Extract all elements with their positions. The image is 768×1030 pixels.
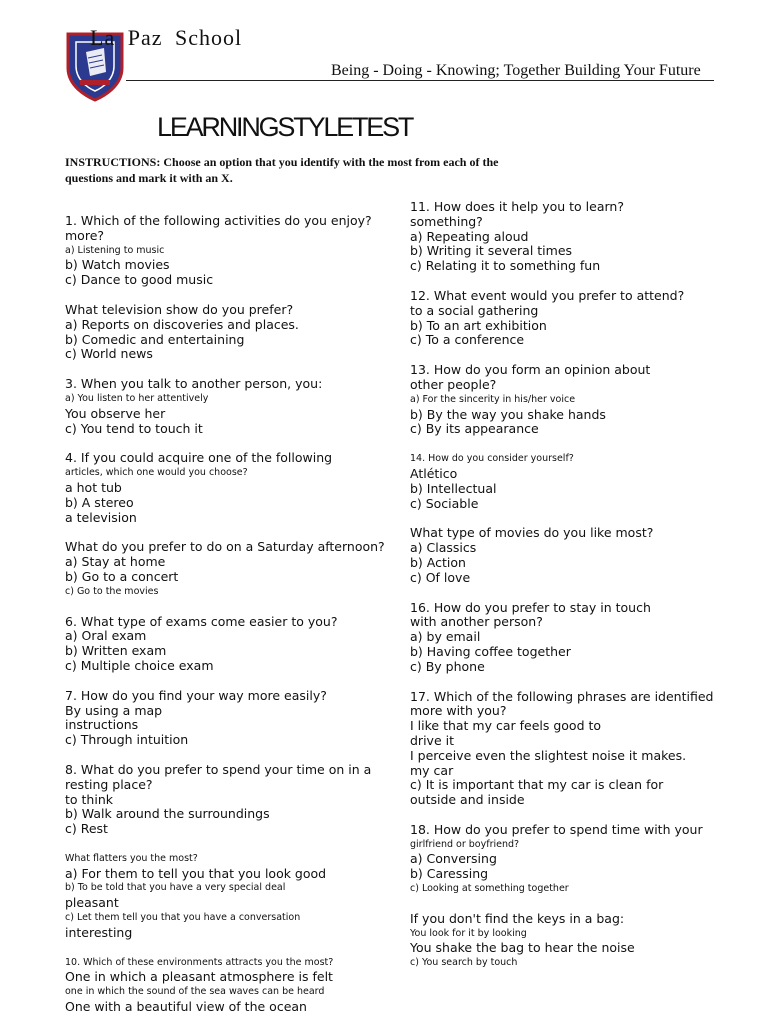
question-block [65, 852, 410, 941]
answer-option: a) Conversing [410, 851, 497, 867]
answer-option: b) Having coffee together [410, 643, 571, 659]
answer-option: instructions [65, 717, 139, 733]
answer-option: a television [65, 509, 137, 525]
answer-option: a) by email [410, 629, 481, 645]
question-block [410, 601, 750, 675]
question-text: 17. Which of the following phrases are identified [410, 688, 714, 704]
answer-option: b) Go to a concert [65, 568, 179, 584]
question-text: 1. Which of the following activities do you enjoy? [65, 213, 372, 228]
answer-option: b) Watch movies [65, 257, 170, 273]
answer-option: b) Writing it several times [410, 243, 573, 259]
answer-option: c) Relating it to something fun [410, 258, 601, 274]
answer-option: You look for it by looking [410, 927, 527, 939]
answer-option: One with a beautiful view of the ocean [65, 999, 307, 1015]
question-text: 18. How do you prefer to spend time with your [410, 821, 703, 837]
answer-option: c) You tend to touch it [65, 420, 203, 436]
instructions: INSTRUCTIONS: Choose an option that you identify with the most from each of the questions and mark it with an X. [65, 155, 499, 185]
answer-option: b) By the way you shake hands [410, 406, 606, 422]
question-text: 13. How do you form an opinion about [410, 362, 651, 378]
question-text: What type of movies do you like most? [410, 525, 654, 541]
answer-option: more? [65, 227, 105, 243]
answer-option: a) Repeating aloud [410, 228, 529, 244]
answer-option: c) Go to the movies [65, 585, 159, 597]
header-rule [126, 80, 714, 81]
question-block [65, 763, 410, 837]
answer-option: c) Rest [65, 821, 108, 837]
question-block [65, 540, 410, 599]
question-text: 11. How does it help you to learn? [410, 199, 624, 214]
answer-option: By using a map [65, 702, 163, 718]
answer-option: I perceive even the slightest noise it makes. [410, 747, 687, 763]
question-block [410, 912, 750, 971]
answer-option: c) Sociable [410, 495, 479, 511]
question-text: 10. Which of these environments attracts you the most? [65, 956, 334, 968]
question-text: What do you prefer to do on a Saturday afternoon? [65, 539, 385, 555]
answer-option: a hot tub [65, 479, 122, 495]
answer-option: c) By its appearance [410, 421, 539, 437]
answer-option: b) Caressing [410, 866, 489, 882]
answer-option: c) To a conference [410, 332, 525, 348]
question-block [65, 615, 410, 674]
answer-option: a) You listen to her attentively [65, 392, 209, 404]
question-text: 16. How do you prefer to stay in touch [410, 599, 651, 615]
answer-option: more with you? [410, 703, 507, 719]
question-text: 7. How do you find your way more easily? [65, 687, 327, 703]
answer-option: interesting [65, 924, 133, 940]
question-block [410, 200, 750, 274]
question-block [410, 690, 750, 808]
answer-option: c) Of love [410, 569, 471, 585]
question-block [410, 452, 750, 511]
question-block [65, 451, 410, 525]
answer-option: with another person? [410, 614, 543, 630]
question-text: 3. When you talk to another person, you: [65, 376, 323, 392]
question-block [410, 823, 750, 897]
question-text: 6. What type of exams come easier to you? [65, 613, 338, 629]
question-block [65, 689, 410, 748]
answer-option: articles, which one would you choose? [65, 467, 248, 479]
questions-right-column [410, 200, 750, 986]
answer-option: b) Action [410, 554, 466, 570]
answer-option: You shake the bag to hear the noise [410, 940, 635, 956]
question-block [410, 289, 750, 348]
answer-option: a) Stay at home [65, 554, 166, 570]
answer-option: c) By phone [410, 658, 485, 674]
question-text: If you don't find the keys in a bag: [410, 910, 625, 926]
question-text: What flatters you the most? [65, 852, 198, 864]
answer-option: b) Intellectual [410, 480, 497, 496]
question-text: 14. How do you consider yourself? [410, 453, 574, 465]
answer-option: pleasant [65, 895, 119, 911]
answer-option: to think [65, 791, 113, 807]
answer-option: One in which a pleasant atmosphere is felt [65, 969, 333, 985]
question-block [410, 363, 750, 437]
answer-option: b) Walk around the surroundings [65, 806, 270, 822]
page-title: LEARNINGSTYLETEST [157, 112, 413, 142]
answer-option: b) Comedic and entertaining [65, 331, 245, 347]
school-name: La Paz School [90, 25, 243, 50]
answer-option: outside and inside [410, 792, 525, 808]
questions-left-column [65, 214, 410, 1030]
question-block [65, 303, 410, 362]
answer-option: b) To an art exhibition [410, 317, 547, 333]
answer-option: drive it [410, 732, 454, 748]
question-block [65, 214, 410, 288]
answer-option: c) Looking at something together [410, 883, 569, 895]
answer-option: a) Oral exam [65, 628, 147, 644]
answer-option: something? [410, 213, 483, 229]
answer-option: to a social gathering [410, 302, 539, 318]
answer-option: other people? [410, 376, 497, 392]
answer-option: c) Dance to good music [65, 272, 214, 288]
answer-option: You observe her [65, 405, 166, 421]
answer-option: b) A stereo [65, 494, 134, 510]
answer-option: c) Let them tell you that you have a conversation [65, 912, 301, 924]
question-block [65, 377, 410, 436]
answer-option: b) Written exam [65, 643, 167, 659]
answer-option: c) You search by touch [410, 957, 518, 969]
answer-option: Atlético [410, 465, 458, 481]
answer-option: a) Listening to music [65, 244, 165, 256]
question-block [410, 526, 750, 585]
answer-option: c) Multiple choice exam [65, 657, 214, 673]
question-block [65, 956, 410, 1015]
answer-option: a) For them to tell you that you look good [65, 865, 327, 881]
answer-option: a) Reports on discoveries and places. [65, 316, 299, 332]
question-text: What television show do you prefer? [65, 301, 294, 317]
answer-option: a) Classics [410, 540, 477, 556]
question-text: 8. What do you prefer to spend your time on in a [65, 761, 372, 777]
answer-option: c) World news [65, 346, 153, 362]
answer-option: one in which the sound of the sea waves can be heard [65, 986, 325, 998]
answer-option: resting place? [65, 776, 153, 792]
answer-option: a) For the sincerity in his/her voice [410, 393, 576, 405]
answer-option: my car [410, 762, 454, 778]
answer-option: b) To be told that you have a very special deal [65, 882, 286, 894]
answer-option: girlfriend or boyfriend? [410, 838, 520, 850]
question-text: 12. What event would you prefer to attend? [410, 287, 685, 303]
school-motto: Being - Doing - Knowing; Together Building Your Future [331, 62, 701, 79]
answer-option: c) It is important that my car is clean for [410, 777, 664, 793]
answer-option: c) Through intuition [65, 732, 189, 748]
question-text: 4. If you could acquire one of the following [65, 450, 333, 466]
answer-option: I like that my car feels good to [410, 718, 602, 734]
